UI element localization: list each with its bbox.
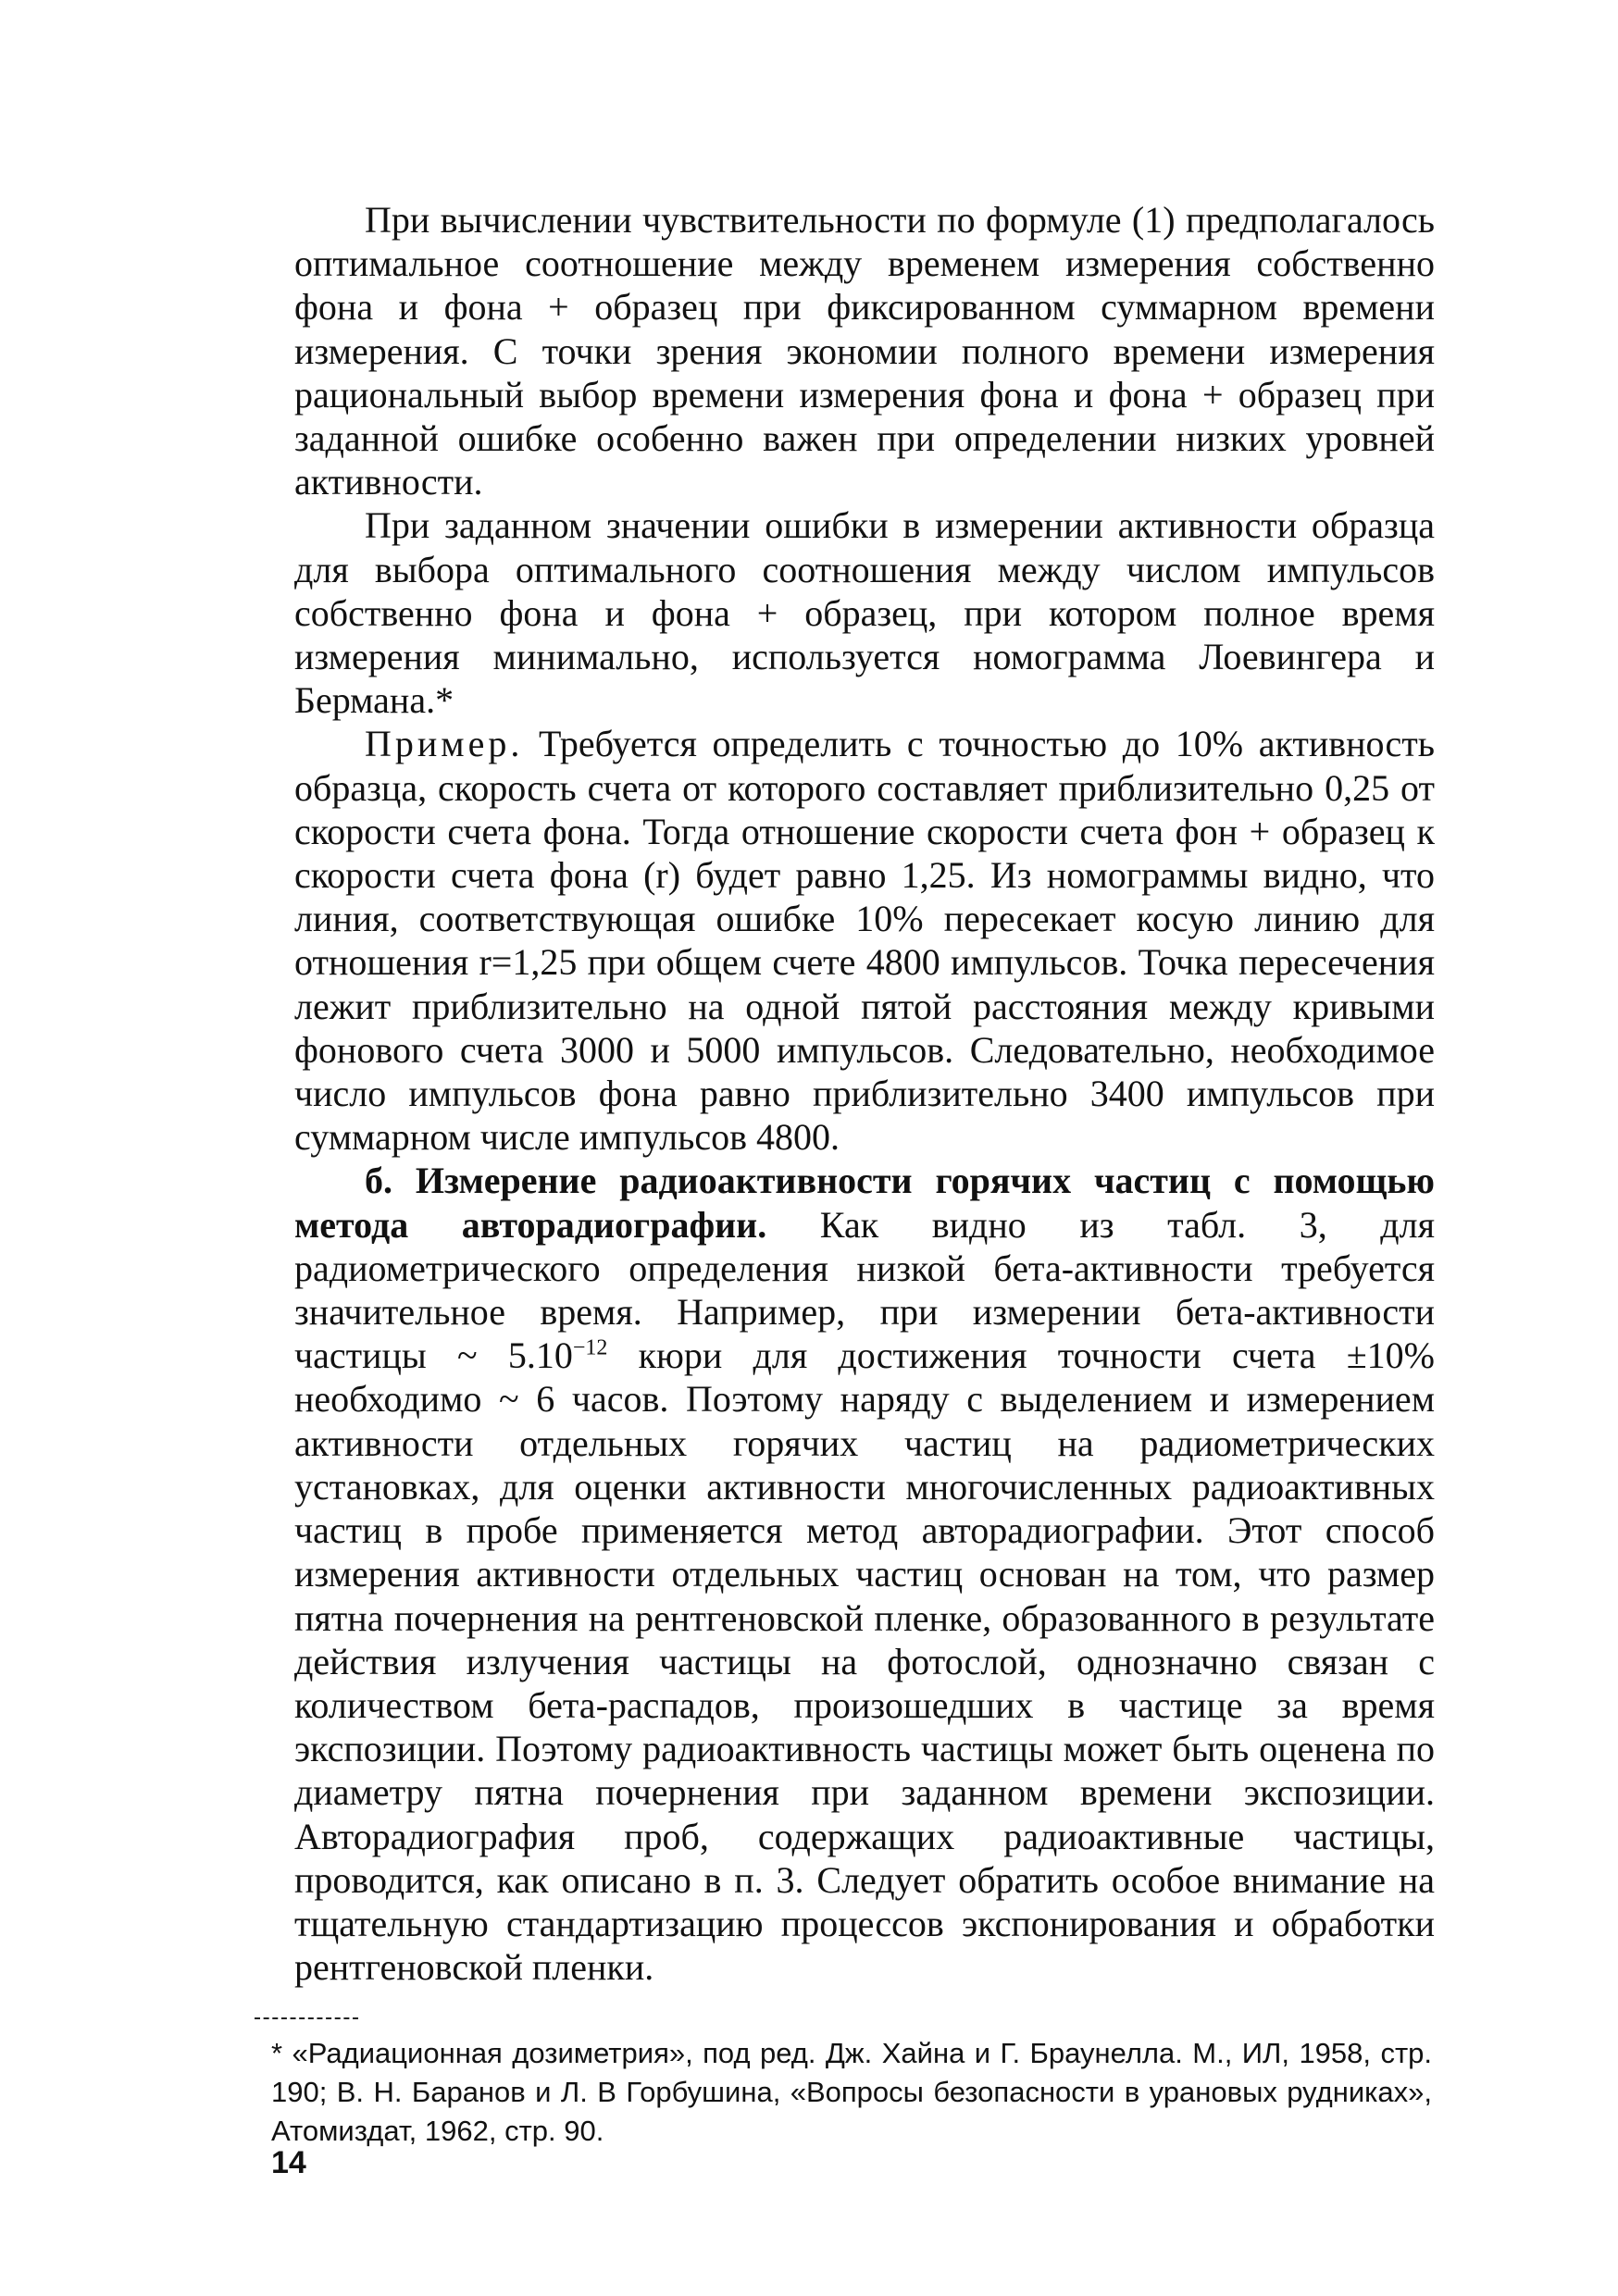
- footnote-divider: [255, 2017, 358, 2019]
- page-number: 14: [271, 2145, 306, 2180]
- paragraph-2: [294, 503, 1435, 722]
- section-b-exponent: −12: [572, 1335, 608, 1360]
- footnote: * «Радиационная дозиметрия», под ред. Дж. Хайна и Г. Браунелла. М., ИЛ, 1958, стр. 190; В. Н. Баранов и Л. В Горбушина, «Вопросы безопасности в урановых рудниках», Атомиздат, 1962, стр. 90.: [271, 2037, 1432, 2147]
- section-b-heading: б. Измерение радиоактивности горячих частиц с помощью метода авторадиографии.: [294, 1160, 1435, 1246]
- example-label: Пример.: [365, 723, 524, 765]
- section-b-text-a: Как видно из табл. 3, для радиометрического определения низкой бета-активности требуется значительное время. Например, при измерении бета-активности частицы ~ 5.10: [294, 1203, 1436, 1377]
- paragraph-example: [294, 722, 1435, 1159]
- paragraph-2-text: При заданном значении ошибки в измерении активности образца для выбора оптимального соотношения между числом импульсов собственно фона и фона + образец, при котором полное время измерения минимально, используется номограмма Лоевингера и Бермана.*: [294, 504, 1435, 722]
- example-text: Требуется определить с точностью до 10% активность образца, скорость счета от которого составляет приблизительно 0,25 от скорости счета фона. Тогда отношение скорости счета фон + образец к скорости счета фона (r) будет равно 1,25. Из номограммы видно, что линия, соответствующая ошибке 10% пересекает косую линию для отношения r=1,25 при общем счете 4800 импульсов. Точка пересечения лежит приблизительно на одной пятой расстояния между кривыми фонового счета 3000 и 5000 импульсов. Следовательно, необходимое число импульсов фона равно приблизительно 3400 импульсов при суммарном числе импульсов 4800.: [294, 723, 1436, 1159]
- paragraph-1: [294, 198, 1435, 503]
- section-b-text-b: кюри для достижения точности счета ±10% необходимо ~ 6 часов. Поэтому наряду с выделением и измерением активности отдельных горячих частиц на радиометрических установках, для оценки активности многочисленных радиоактивных частиц в пробе применяется метод авторадиографии. Этот способ измерения активности отдельных частиц основан на том, что размер пятна почернения на рентгеновской пленке, образованного в результате действия излучения частицы на фотослой, однозначно связан с количеством бета-распадов, произошедших в частице за время экспозиции. Поэтому радиоактивность частицы может быть оценена по диаметру пятна почернения при заданном времени экспозиции. Авторадиография проб, содержащих радиоактивные частицы, проводится, как описано в п. 3. Следует обратить особое внимание на тщательную стандартизацию процессов экспонирования и обработки рентгеновской пленки.: [294, 1334, 1435, 1989]
- paragraph-section-b: [294, 1159, 1435, 1989]
- paragraph-1-text: При вычислении чувствительности по формуле (1) предполагалось оптимальное соотношение между временем измерения собственно фона и фона + образец при фиксированном суммарном времени измерения. С точки зрения экономии полного времени измерения рациональный выбор времени измерения фона и фона + образец при заданной ошибке особенно важен при определении низких уровней активности.: [294, 199, 1435, 503]
- page-body: [294, 198, 1435, 1989]
